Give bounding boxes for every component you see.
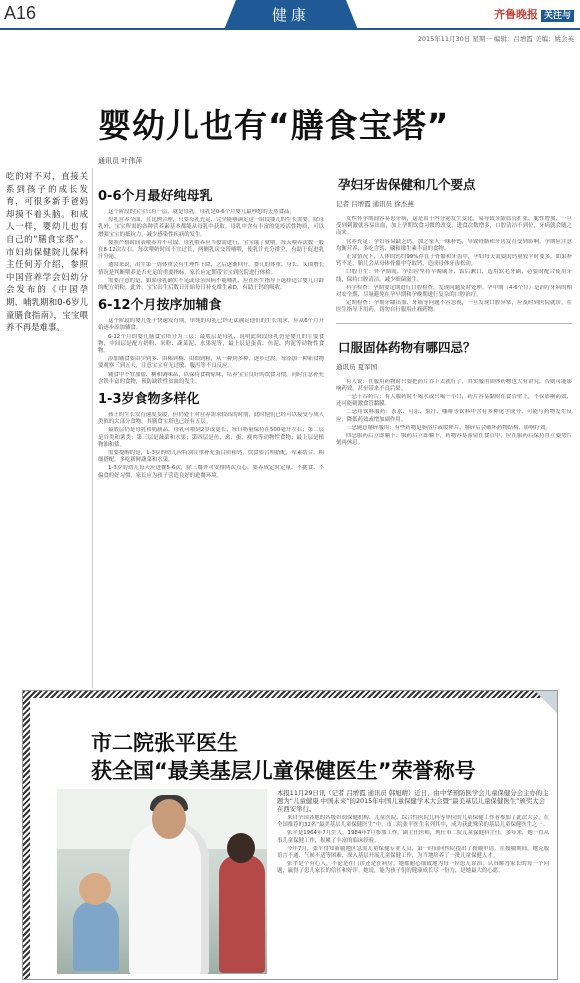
paragraph: 今年7月，张平得知新疆地区急需儿童保健专业人员，第一时间向医院提出了援疆申请。在援疆期间，她克服语言不通、气候不适等困难，深入基层开展儿童保健工作，为当地培养了一批儿童保健人才。 [277,845,549,860]
article-heading: 口服固体药物有哪四忌？ [338,339,476,355]
feature-box [22,690,558,980]
main-headline: 婴幼儿也有“膳食宝塔” [98,106,450,145]
paragraph: 通常来说，出生第一周体重会有生理性下降，之后逐渐回升。婴儿的体重、身长、头围增长情况是判断喂养是否充足的重要指标，家长应定期带宝宝到医院进行体检。 [98,262,324,276]
paragraph: 四忌服药后立即躺下：服药后立即躺下，药物容易滞留在食管中，应在服药后保持直立姿势片刻再休息。 [336,433,572,447]
paragraph: 1-3岁的幼儿每天应进餐5-6次，除三餐外可安排两次点心，要养成定时定量、不挑食、不偏食的好习惯，家长应为孩子营造良好的进餐环境。 [98,465,324,479]
masthead-tag: 关注与 [541,10,574,22]
photo-child-head [79,873,111,905]
medicine-article [336,338,572,448]
doctor-with-child-photo [57,789,267,974]
feature-title-line2: 获全国“最美基层儿童保健医生”荣誉称号 [91,759,476,783]
paragraph: 张平是个有心人，不论是在门诊还是在病房，她都耐心细致地为每一位患儿诊治，认真解答家长的每一个问题，赢得了患儿家长的信任和好评。她说，能为孩子们的健康成长尽一份力，是她最大的心愿。 [277,861,549,875]
main-byline: 通讯员 叶伟萍 [98,157,143,165]
paragraph: 一忌干吞药片：有人服药时不喝水或只喝一小口，药片容易黏附在食管壁上，不仅影响药效，还可能刺激食管黏膜。 [336,394,572,408]
paragraph: 孩子的生长发育速度变缓，但仍处于对营养需求较高的时期，此时他们已经可以接受与成人类似的大部分食物，其膳食宝塔也已经有五层。 [98,412,324,426]
feature-article [277,789,549,877]
paragraph: 三忌随意掰碎服用：有些药物是肠溶片或缓释片，掰碎后会破坏药物结构，影响疗效。 [346,424,551,431]
paragraph: 需要提醒的是，1-3岁的幼儿应特别注重补充蛋白质和钙，饮食要合理搭配，荤素结合，粗细搭配，多吃新鲜蔬菜和水果。 [98,450,324,464]
photo-doctor [129,821,209,974]
paragraph: 科学检查：孕期要定期进行口腔检查，发现问题及时处理。孕中期（4-6个月）是治疗牙病的相对安全期，尽量避免在孕早期和孕晚期进行复杂的口腔治疗。 [336,284,572,299]
decorative-stripe [23,691,557,698]
article-divider [336,323,572,324]
section-1-3-years [98,388,324,480]
paragraph: 按照严格时间表喂养并不可取，母乳喂养应当按需进行，宝宝饿了就喂。每天喂养次数一般在8-12次左右。每次喂奶时间不宜过长，两侧乳房交替哺喂，使乳汁充分排空，有助于促进乳汁分泌。 [98,239,324,261]
paragraph: 需要注意的是，如果母乳确实不足或母亲因病不能哺乳，应在医生指导下选择适合婴儿月龄的配方奶粉。此外，宝宝出生后数日开始每日补充维生素D，有助于钙的吸收。 [98,277,324,292]
paragraph: 张平是1964年7月生人，1984年7月参加工作，副主任医师，现任市二院儿童保健科主任。多年来，她一直从事儿童保健工作，积累了丰富的临床经验。 [277,830,549,844]
paragraph: 最底层仍是母乳和奶制品，母乳可喂到2岁或更长，每日奶量保持在500毫升左右；第二层是谷类和薯类；第三层是蔬菜和水果；第四层是鱼、禽、蛋、瘦肉等动物性食物；最上层是植物油和盐。 [98,427,324,448]
feature-byline: 本报11月29日讯（记者 吕增霞 通讯员 韩旭晴）近日，由中华预防医学会儿童保健分会主办的主题为“儿童健康 中国未来”的2015年中国儿童保健学术大会暨“最美基层儿童保健医生”颁奖大会在西安举行。 [277,789,549,813]
paragraph: 这个阶段的婴儿处于快速发育期，单纯的母乳已经无法满足他们的生长需求，应从6个月开始逐步添加辅食。 [98,318,324,332]
paragraph: 女性怀孕期间容易患牙病，这是由于内分泌发生变化，易导致牙龈血管扩张、脆性增加，一旦受到刺激就容易出血，加上孕期饮食习惯的改变，进食次数增多，口腔清洁不到位，牙病就会随之而来。 [336,216,572,237]
decorative-stripe [23,691,30,979]
section-6-12-months [98,294,324,386]
article-byline: 通讯员 夏军国 [336,362,378,371]
section-0-6-months [98,185,324,292]
paragraph: 营养充足：孕妇容易缺乏钙，加之家人一味补钙，导致骨骼和牙齿发育受到影响。孕期应注意均衡营养，多吃含钙、磷和维生素丰富的食物。 [336,238,572,252]
paragraph: 二忌用饮料服药：茶水、可乐、果汁、咖啡等饮料中含有多种化学成分，可能与药物发生反应，降低药效或增加副作用。 [336,409,572,423]
paragraph: 辅食中不宜加盐、糖和调味品，以保持食物原味，培养宝宝良好的饮食习惯。同时注意补充含铁丰富的食物，预防缺铁性贫血的发生。 [98,371,324,385]
dental-article [336,175,572,315]
page-number: A16 [4,3,37,23]
section-heading: 6-12个月按序加辅食 [98,298,222,314]
article-heading: 孕妇牙齿保健和几个要点 [338,177,476,192]
masthead-title: 齐鲁晚报 [493,8,538,21]
paragraph: 定期检查：孕期牙龈出血、牙痛等问题不容忽视，一旦发现口腔异常，应及时到医院就诊，在医生指导下用药，切勿自行服用止痛药物。 [336,300,572,314]
paragraph: 来自全国各地的各级妇幼保健机构、儿童医院、综合性医院儿科等单位的儿童保健工作者参加了此次大会。在全国推荐的32名“最美基层儿童保健医生”中，市二院张平医生名列其中，成为获此殊荣的基层儿童保健医生之一。 [277,815,549,829]
masthead [494,6,574,22]
paragraph: 有人说：在服用药物时只要把药片吞下去就行了，其实服用固体药物也大有讲究，否则可能影响药效，甚至带来不良后果。 [336,378,572,392]
photo-parent [219,855,265,973]
photo-parent-head [227,833,255,863]
section-heading: 1-3岁食物多样化 [98,392,200,408]
diet-article [98,183,324,481]
column-divider [92,168,93,688]
paragraph: 母乳营养全面，且比例合理，只要母乳充足，完全能够满足这一阶段婴儿的生长需要。除母乳外，宝宝所需的各种营养素基本都能从母乳中获取。母乳中含有丰富的免疫活性物质，可以增强宝宝的抵抗力，减少感染性疾病的发生。 [98,217,324,238]
paragraph: 添加辅食要由少到多、由稀到稠、由细到粗，从一种到多种，逐步过渡。每添加一种新食物要观察三到五天，注意宝宝有无过敏、腹泻等不良反应。 [98,356,324,370]
dateline: 2015年11月30日 星期一 编辑：吕增霞 美编：姚会英 [417,35,574,43]
paragraph: 口腔卫生：怀孕期间，孕妇应坚持早晚刷牙、饭后漱口，选用软毛牙刷，必要时配合使用牙线，保持口腔清洁，减少细菌滋生。 [336,269,572,283]
right-column [336,175,572,448]
photo-doctor-head [152,799,186,839]
paragraph: 6-12个月的婴儿膳食宝塔分为三层：最底层是母乳，说明此阶段母乳仍是婴儿的主要食物，中间层是配方奶粉、米粉、蔬菜泥、水果泥等，最上层是蛋黄、鱼泥、肉泥等动物性食物。 [98,333,324,355]
paragraph: 这个阶段的宝宝只有一层，就是母乳。母乳是0-6个月婴儿最理想的天然食品。 [108,209,295,215]
section-heading: 0-6个月最好纯母乳 [98,189,213,204]
feature-title-line1: 市二院张平医生 [91,731,238,755]
folded-corner-icon [535,691,557,713]
paragraph: 正常情况下，人体的钙约99%存在于骨骼和牙齿中，孕妇每天需要的钙量较平时要多。如果补钙不足，胎儿会从母体骨骼中夺取钙，造成母体牙齿松动。 [336,254,572,268]
article-byline: 记者 吕增霞 通讯员 徐杰燕 [336,200,414,208]
photo-child [73,901,119,971]
page-header [0,0,580,30]
intro-text: 吃的对不对，直接关系到孩子的成长发育，可很多新手爸妈却摸不着头脑。和成人一样，婴幼儿也有自己的“膳食宝塔”。市妇幼保健院儿保科主任何芳介绍，参照中国营养学会妇幼分会发布的《中国孕期、哺乳期和0-6岁儿童膳食指南》，宝宝喂养不再是难事。 [6,171,88,333]
section-tab: 健康 [236,0,346,30]
